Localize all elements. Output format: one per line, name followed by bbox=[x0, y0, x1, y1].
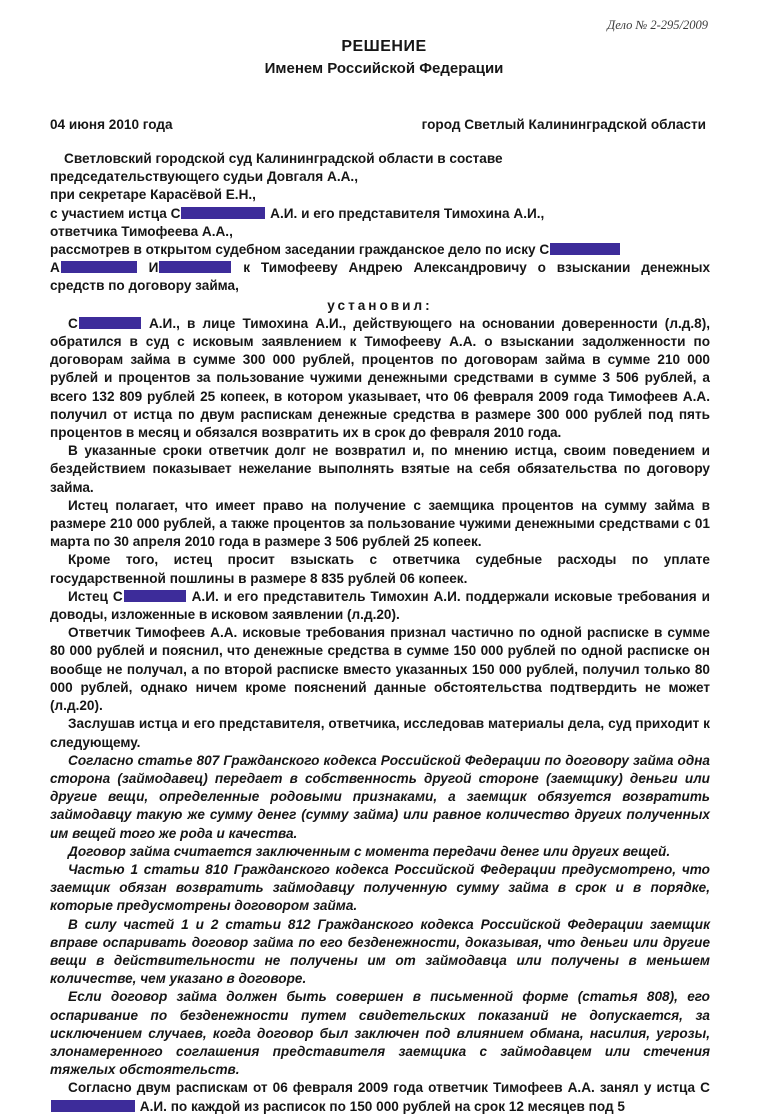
paragraph: Кроме того, истец просит взыскать с ответчика судебные расходы по уплате государственной пошлины в размере 8 835 рублей 06 копеек. bbox=[50, 552, 710, 586]
date-line bbox=[50, 117, 706, 132]
document-subtitle: Именем Российской Федерации bbox=[264, 60, 504, 77]
text-fragment: А.И. и его представитель Тимохин А.И. поддержали исковые требования и доводы, изложенные в исковом заявлении (л.д.20). bbox=[50, 588, 711, 623]
redaction-bar bbox=[550, 243, 620, 255]
paragraph: Истец полагает, что имеет право на получение с заемщика процентов на сумму займа в размере 210 000 рублей, а также процентов за пользование чужими денежными средствами с 01 марта по 30 апреля 2010 года в размере 3 506 рублей 25 копеек. bbox=[50, 497, 710, 550]
text-fragment: рассмотрев в открытом судебном заседании гражданское дело по иску С bbox=[50, 242, 550, 258]
text-fragment: И bbox=[148, 260, 159, 276]
paragraph: В указанные сроки ответчик долг не возвратил и, по мнению истца, своим поведением и бездействием показывает нежелание выполнять взятые на себя обязательства по договору займа. bbox=[50, 443, 710, 495]
paragraph: Частью 1 статьи 810 Гражданского кодекса Российской Федерации предусмотрено, что заемщик обязан возвратить займодавцу полученную сумму займа в срок и в порядке, которые предусмотрены договором займа. bbox=[50, 861, 710, 914]
text-fragment: С bbox=[700, 1080, 710, 1096]
redaction-bar bbox=[61, 261, 137, 273]
document-title: РЕШЕНИЕ bbox=[341, 38, 427, 55]
decision-date: 04 июня 2010 года bbox=[50, 117, 173, 132]
decision-city: город Светлый Калининградской области bbox=[421, 117, 706, 132]
text-fragment: с участием истца С bbox=[50, 205, 181, 221]
text-fragment: Истец С bbox=[68, 588, 123, 604]
established-heading: установил: bbox=[327, 297, 433, 313]
redaction-bar bbox=[181, 207, 265, 219]
text-fragment: А.И., в лице Тимохина А.И., действующего на основании доверенности (л.д.8), обратился в суд с исковым заявлением к Тимофееву А.А. о взыскании задолженности по договорам займа в сумме 300 000 рублей, процентов по договорам займа в сумме 210 000 рублей и процентов за пользование чужими денежными средствами в сумме 3 506 рублей, а всего 132 809 рублей 25 копеек, в котором указывает, что 06 февраля 2009 года Тимофеев А.А. получил от истца по двум распискам денежные средства в размере 300 000 рублей под пять процентов в месяц и обязался возвратить их в срок до февраля 2010 года. bbox=[50, 315, 711, 441]
header-line: Светловский городской суд Калининградской области в составе bbox=[64, 151, 503, 166]
paragraph bbox=[50, 588, 710, 624]
paragraph: Договор займа считается заключенным с момента передачи денег или других вещей. bbox=[68, 843, 671, 859]
header-line bbox=[50, 205, 710, 223]
redaction-bar bbox=[79, 317, 141, 329]
header-line bbox=[50, 241, 710, 296]
header-line: при секретаре Карасёвой Е.Н., bbox=[50, 187, 256, 203]
text-fragment: Согласно двум распискам от 06 февраля 2009 года ответчик Тимофеев А.А. занял у истца bbox=[68, 1080, 696, 1096]
case-number: Дело № 2-295/2009 bbox=[607, 18, 708, 32]
text-fragment: А.И. по каждой из расписок по 150 000 рублей на срок 12 месяцев под 5 bbox=[139, 1098, 625, 1114]
paragraph: Заслушав истца и его представителя, ответчика, исследовав материалы дела, суд приходит к следующему. bbox=[50, 716, 710, 750]
paragraph: Если договор займа должен быть совершен в письменной форме (статья 808), его оспаривание по безденежности путем свидетельских показаний не допускается, за исключением случаев, когда договор был заключен под влиянием обмана, насилия, угрозы, злонамеренного соглашения представителя заемщика с займодавцем или стечения тяжелых обстоятельств. bbox=[50, 989, 710, 1078]
paragraph bbox=[50, 315, 710, 442]
redaction-bar bbox=[159, 261, 231, 273]
redaction-bar bbox=[51, 1100, 135, 1112]
paragraph bbox=[50, 1079, 710, 1115]
paragraph: Ответчик Тимофеев А.А. исковые требования признал частично по одной расписке в сумме 80 000 рублей и пояснил, что денежные средства в сумме 150 000 рублей по одной расписке он вообще не получал, а по второй расписке вместо указанных 150 000 рублей, получил только 80 000 рублей, однако ничем кроме пояснений данные обстоятельства подтвердить не может (л.д.20). bbox=[50, 625, 710, 714]
text-fragment: С bbox=[68, 315, 78, 331]
text-fragment: А.И. и его представителя Тимохина А.И., bbox=[270, 205, 545, 221]
text-fragment: к Тимофееву Андрею Александровичу о взыскании денежных средств по договору займа, bbox=[50, 260, 711, 294]
paragraph: Согласно статье 807 Гражданского кодекса Российской Федерации по договору займа одна сторона (займодавец) передает в собственность другой стороне (заемщику) деньги или другие вещи, определенные родовыми признаками, а заемщик обязуется возвратить займодавцу такую же сумму денег (сумму займа) или равное количество других полученных им вещей того же рода и качества. bbox=[50, 752, 710, 841]
header-line: ответчика Тимофеева А.А., bbox=[50, 223, 233, 239]
text-fragment: А bbox=[50, 260, 60, 276]
redaction-bar bbox=[124, 590, 186, 602]
header-line: председательствующего судьи Довгаля А.А., bbox=[50, 169, 358, 185]
document-body bbox=[50, 150, 710, 1116]
paragraph: В силу частей 1 и 2 статьи 812 Гражданского кодекса Российской Федерации заемщик вправе оспаривать договор займа по его безденежности, доказывая, что деньги или другие вещи в действительности не получены им от займодавца или получены в меньшем количестве, чем указано в договоре. bbox=[50, 916, 710, 987]
